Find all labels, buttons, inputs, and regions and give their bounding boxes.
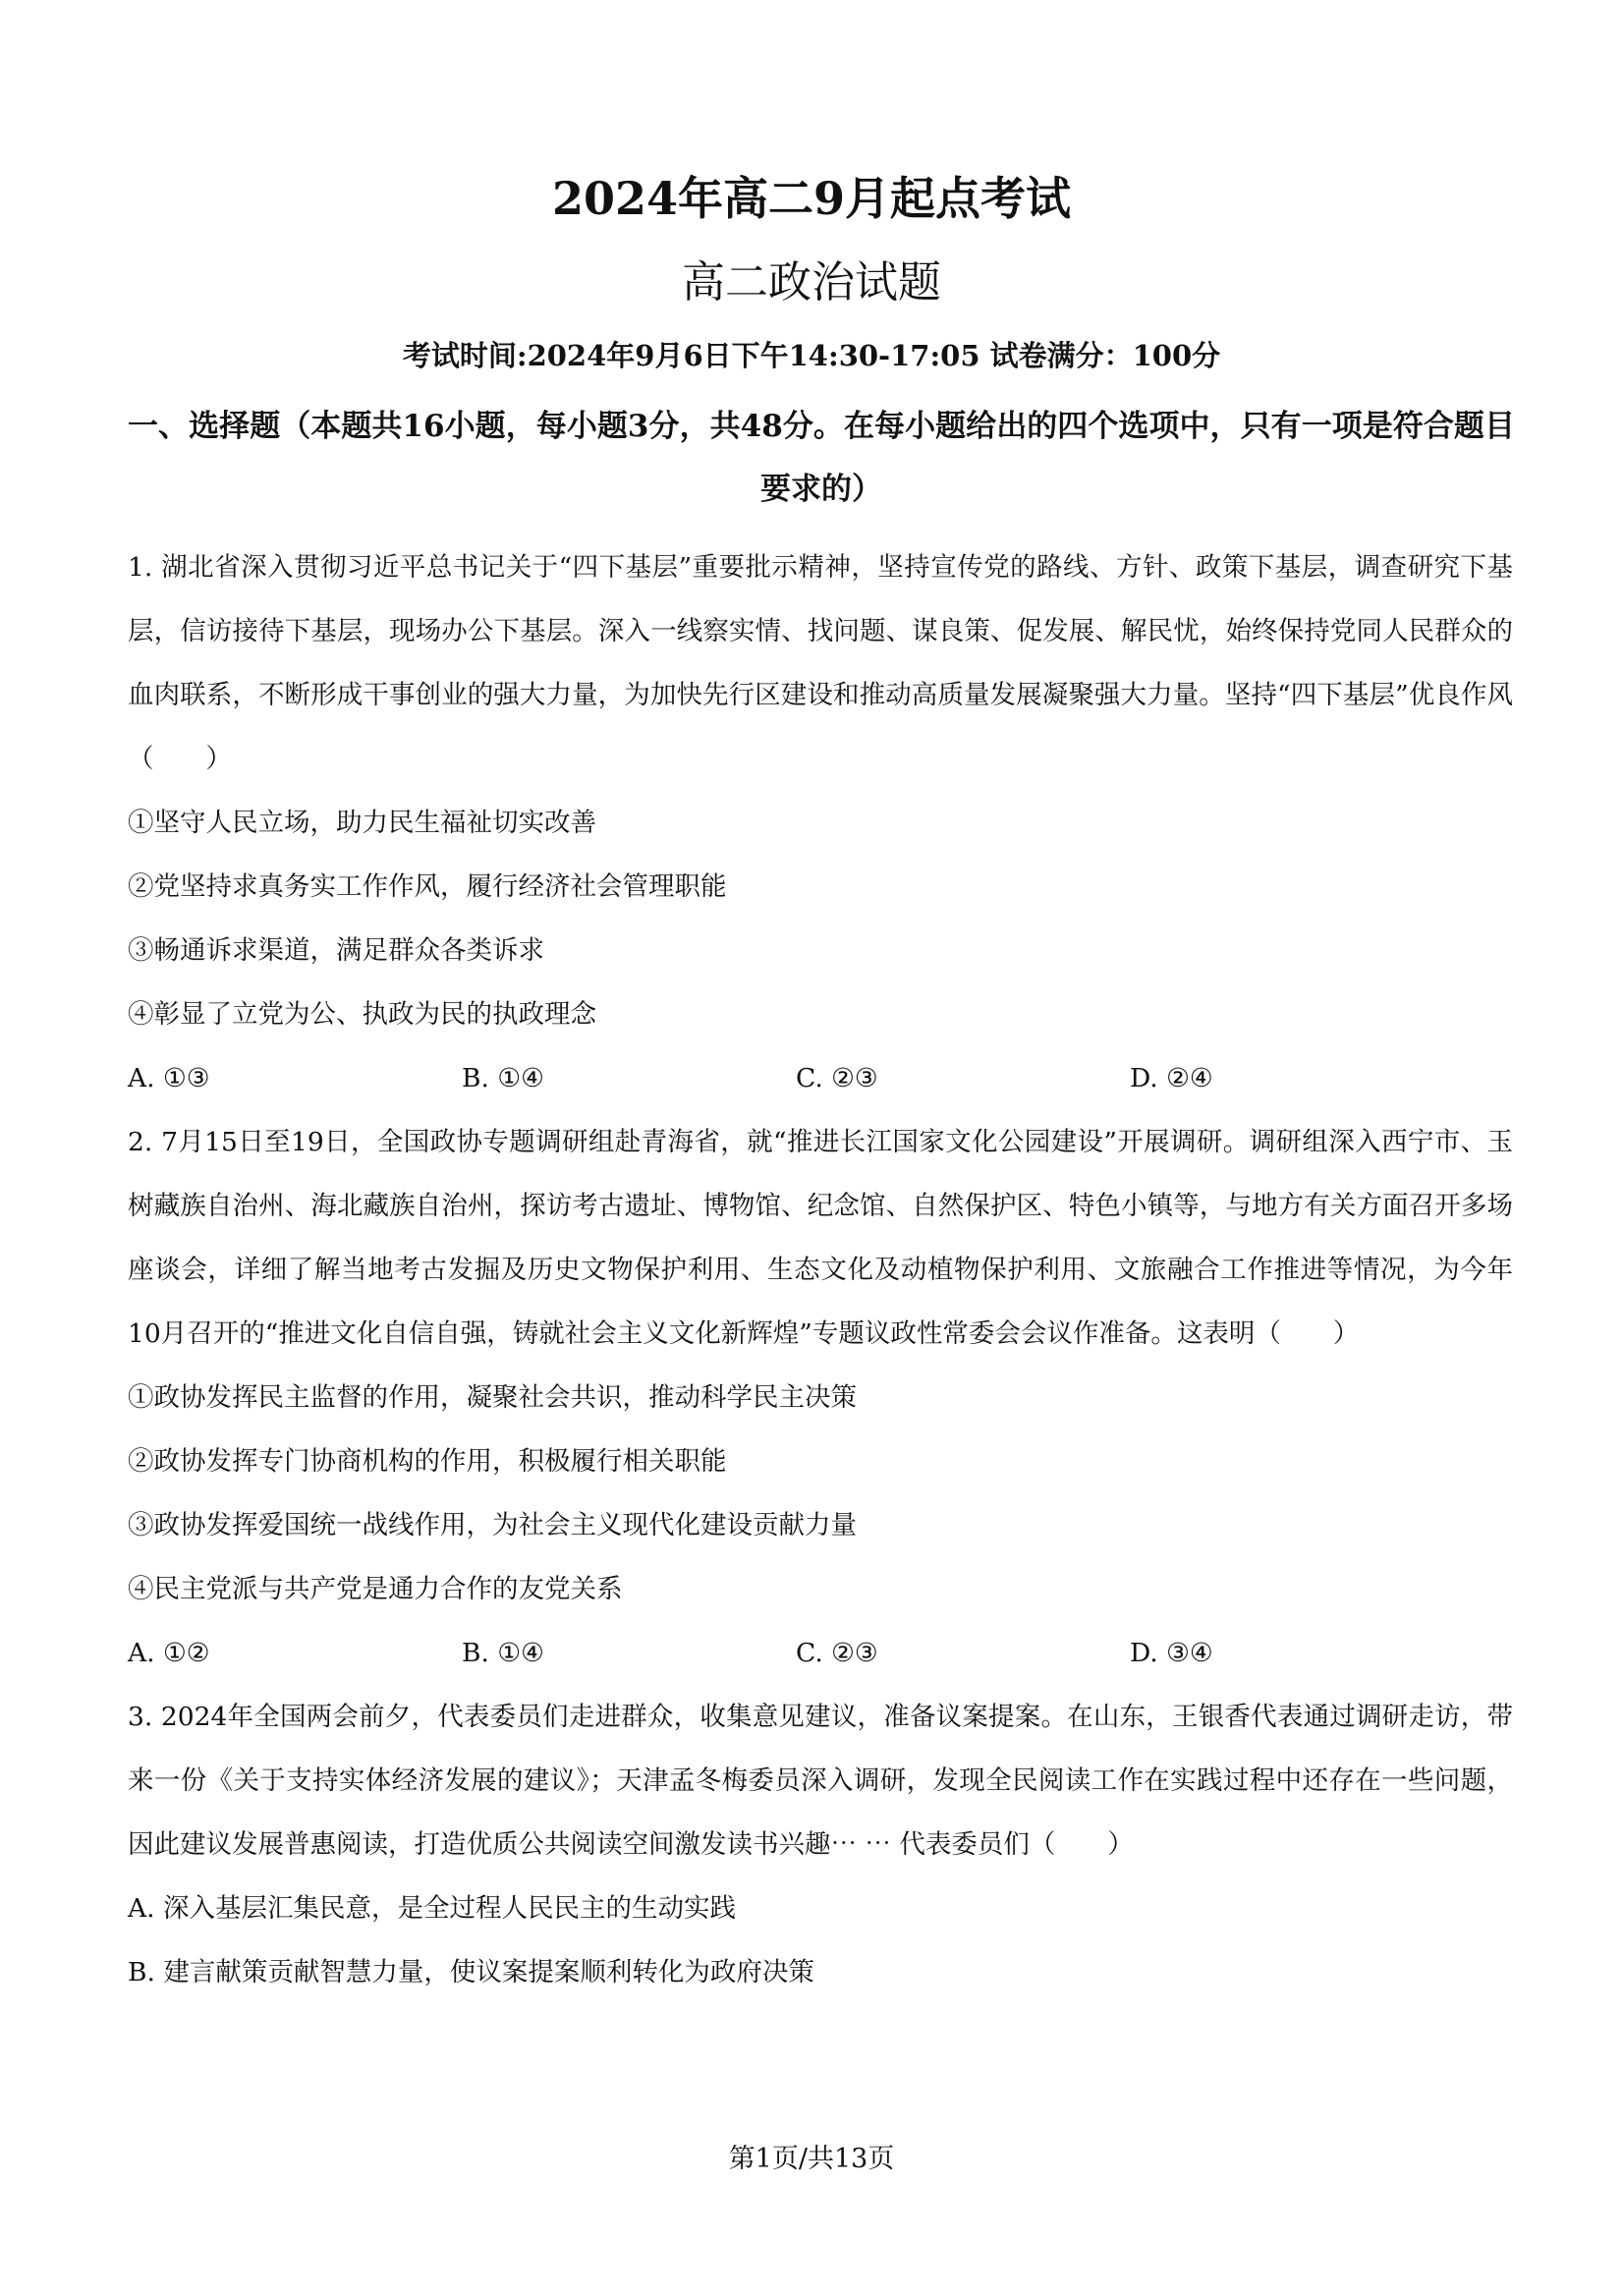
question-stem: 1. 湖北省深入贯彻习近平总书记关于“四下基层”重要批示精神，坚持宣传党的路线、方针、政策下基层，调查研究下基层，信访接待下基层，现场办公下基层。深入一线察实情、找问题、谋良策、促发展、解民忧，始终保持党同人民群众的血肉联系，不断形成干事创业的强大力量，为加快先行区建设和推动高质量发展凝聚强大力量。坚持“四下基层”优良作风（ ） <box>128 552 1513 774</box>
option-c: C. ②③ <box>796 1063 878 1093</box>
option-a: A. ①③ <box>128 1063 210 1093</box>
exam-time-and-score: 考试时间:2024年9月6日下午14:30-17:05 试卷满分：100分 <box>402 339 1221 372</box>
statement: ②党坚持求真务实工作作风，履行经济社会管理职能 <box>128 871 727 902</box>
choice-a: A. 深入基层汇集民意，是全过程人民民主的生动实践 <box>128 1893 736 1924</box>
exam-subtitle: 高二政治试题 <box>682 257 941 308</box>
section-heading: 一、选择题（本题共16小题，每小题3分，共48分。在每小题给出的四个选项中，只有一项是符合题目要求的） <box>128 409 1515 507</box>
page-number: 第1页/共13页 <box>728 2144 895 2174</box>
option-d: D. ③④ <box>1130 1638 1213 1668</box>
option-b: B. ①④ <box>462 1638 544 1668</box>
answer-options <box>128 1621 1513 1685</box>
choice-b: B. 建言献策贡献智慧力量，使议案提案顺利转化为政府决策 <box>128 1957 814 1988</box>
answer-options <box>128 1046 1513 1110</box>
statement: ④彰显了立党为公、执政为民的执政理念 <box>128 999 596 1030</box>
option-d: D. ②④ <box>1130 1063 1213 1093</box>
question-stem: 2. 7月15日至19日，全国政协专题调研组赴青海省，就“推进长江国家文化公园建设”开展调研。调研组深入西宁市、玉树藏族自治州、海北藏族自治州，探访考古遗址、博物馆、纪念馆、自然保护区、特色小镇等，与地方有关方面召开多场座谈会，详细了解当地考古发掘及历史文物保护利用、生态文化及动植物保护利用、文旅融合工作推进等情况，为今年10月召开的“推进文化自信自强，铸就社会主义文化新辉煌”专题议政性常委会会议作准备。这表明（ ） <box>128 1127 1513 1349</box>
option-a: A. ①② <box>128 1638 210 1668</box>
statement: ①坚守人民立场，助力民生福祉切实改善 <box>128 808 596 838</box>
question-list <box>128 535 1513 2004</box>
statement: ③政协发挥爱国统一战线作用，为社会主义现代化建设贡献力量 <box>128 1510 857 1540</box>
statement: ④民主党派与共产党是通力合作的友党关系 <box>128 1574 623 1604</box>
option-c: C. ②③ <box>796 1638 878 1668</box>
question-stem: 3. 2024年全国两会前夕，代表委员们走进群众，收集意见建议，准备议案提案。在山东，王银香代表通过调研走访，带来一份《关于支持实体经济发展的建议》；天津孟冬梅委员深入调研，发现全民阅读工作在实践过程中还存在一些问题，因此建议发展普惠阅读，打造优质公共阅读空间激发读书兴趣⋯ ⋯ 代表委员们（ ） <box>128 1702 1513 1860</box>
statement: ①政协发挥民主监督的作用，凝聚社会共识，推动科学民主决策 <box>128 1382 857 1413</box>
exam-title: 2024年高二9月起点考试 <box>551 172 1072 225</box>
option-b: B. ①④ <box>462 1063 544 1093</box>
statement: ③畅通诉求渠道，满足群众各类诉求 <box>128 935 544 966</box>
statement: ②政协发挥专门协商机构的作用，积极履行相关职能 <box>128 1446 727 1477</box>
